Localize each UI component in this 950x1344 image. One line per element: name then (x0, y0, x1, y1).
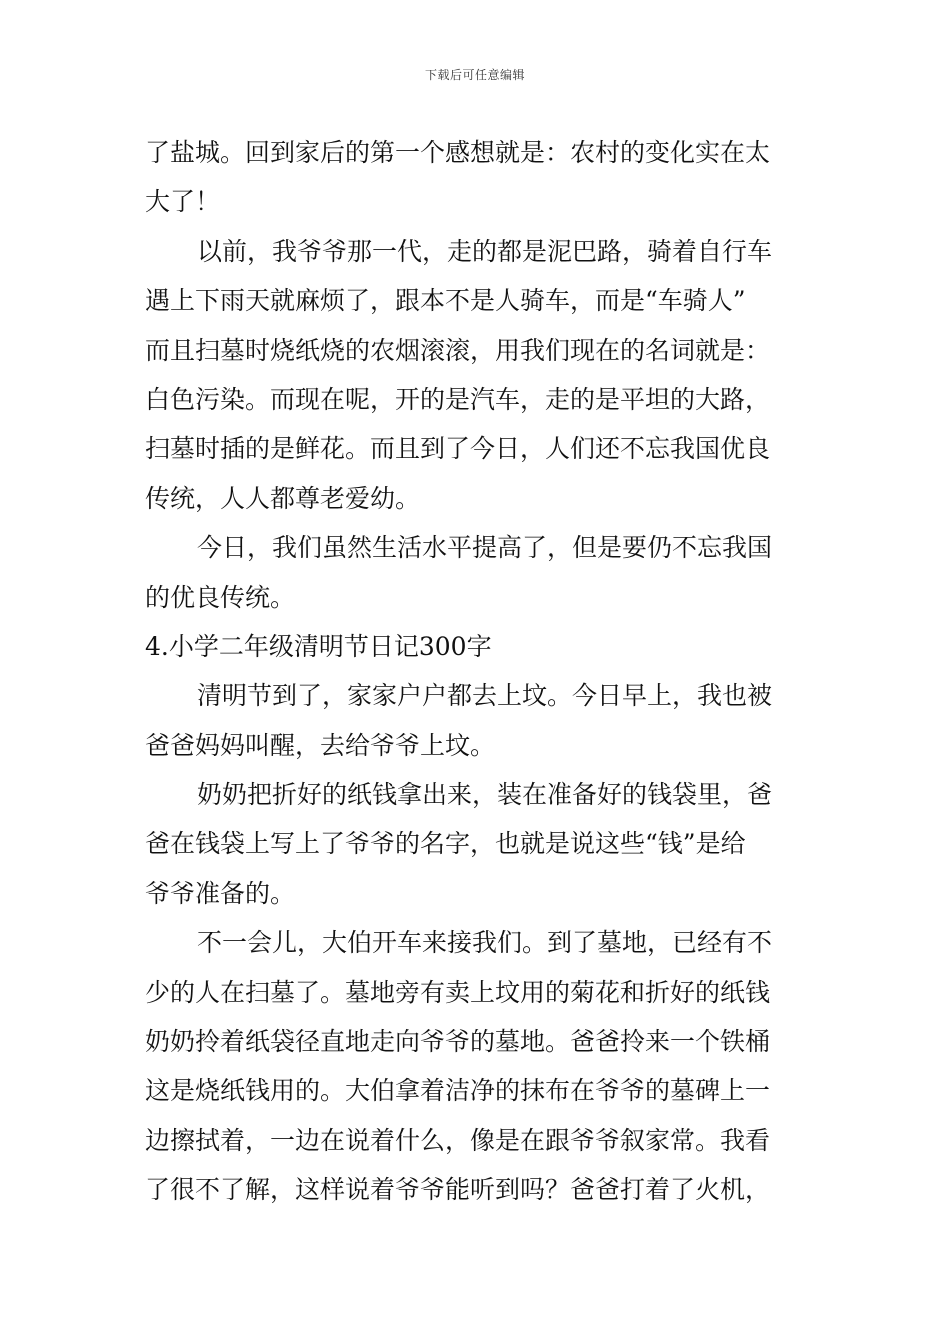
section-heading: 4.小学二年级清明节日记300字 (145, 631, 492, 661)
text-line: 传统，人人都尊老爱幼。 (145, 483, 421, 513)
text-line: 扫墓时插的是鲜花。而且到了今日，人们还不忘我国优良 (145, 434, 771, 464)
text-line: 奶奶拎着纸袋径直地走向爷爷的墓地。爸爸拎来一个铁桶 (145, 1027, 771, 1057)
text-line: 爷爷准备的。 (145, 878, 296, 908)
text-line: 白色污染。而现在呢，开的是汽车，走的是平坦的大路， (145, 384, 771, 414)
text-line: 今日，我们虽然生活水平提高了，但是要仍不忘我国 (197, 533, 773, 563)
text-line: 了盐城。回到家后的第一个感想就是：农村的变化实在太 (145, 138, 771, 167)
document-body (145, 128, 807, 1215)
text-line: 爸在钱袋上写上了爷爷的名字，也就是说这些“钱”是给 (145, 829, 746, 859)
text-line: 的优良传统。 (145, 582, 296, 612)
text-line: 边擦拭着，一边在说着什么，像是在跟爷爷叙家常。我看 (145, 1125, 771, 1155)
text-line: 这是烧纸钱用的。大伯拿着洁净的抹布在爷爷的墓碑上一 (145, 1076, 771, 1106)
text-line: 而且扫墓时烧纸烧的农烟滚滚，用我们现在的名词就是： (145, 335, 771, 365)
text-line: 遇上下雨天就麻烦了，跟本不是人骑车，而是“车骑人” (145, 286, 746, 316)
text-line: 大了！ (145, 187, 221, 217)
text-line: 清明节到了，家家户户都去上坟。今日早上，我也被 (197, 681, 773, 711)
page-header: 下载后可任意编辑 (424, 68, 525, 82)
text-line: 了很不了解，这样说着爷爷能听到吗？爸爸打着了火机， (145, 1175, 771, 1205)
text-line: 少的人在扫墓了。墓地旁有卖上坟用的菊花和折好的纸钱 (145, 977, 771, 1007)
text-line: 以前，我爷爷那一代，走的都是泥巴路，骑着自行车 (197, 236, 773, 266)
text-line: 奶奶把折好的纸钱拿出来，装在准备好的钱袋里，爸 (197, 780, 773, 810)
text-line: 爸爸妈妈叫醒，去给爷爷上坟。 (145, 730, 496, 760)
text-line: 不一会儿，大伯开车来接我们。到了墓地，已经有不 (197, 928, 773, 958)
